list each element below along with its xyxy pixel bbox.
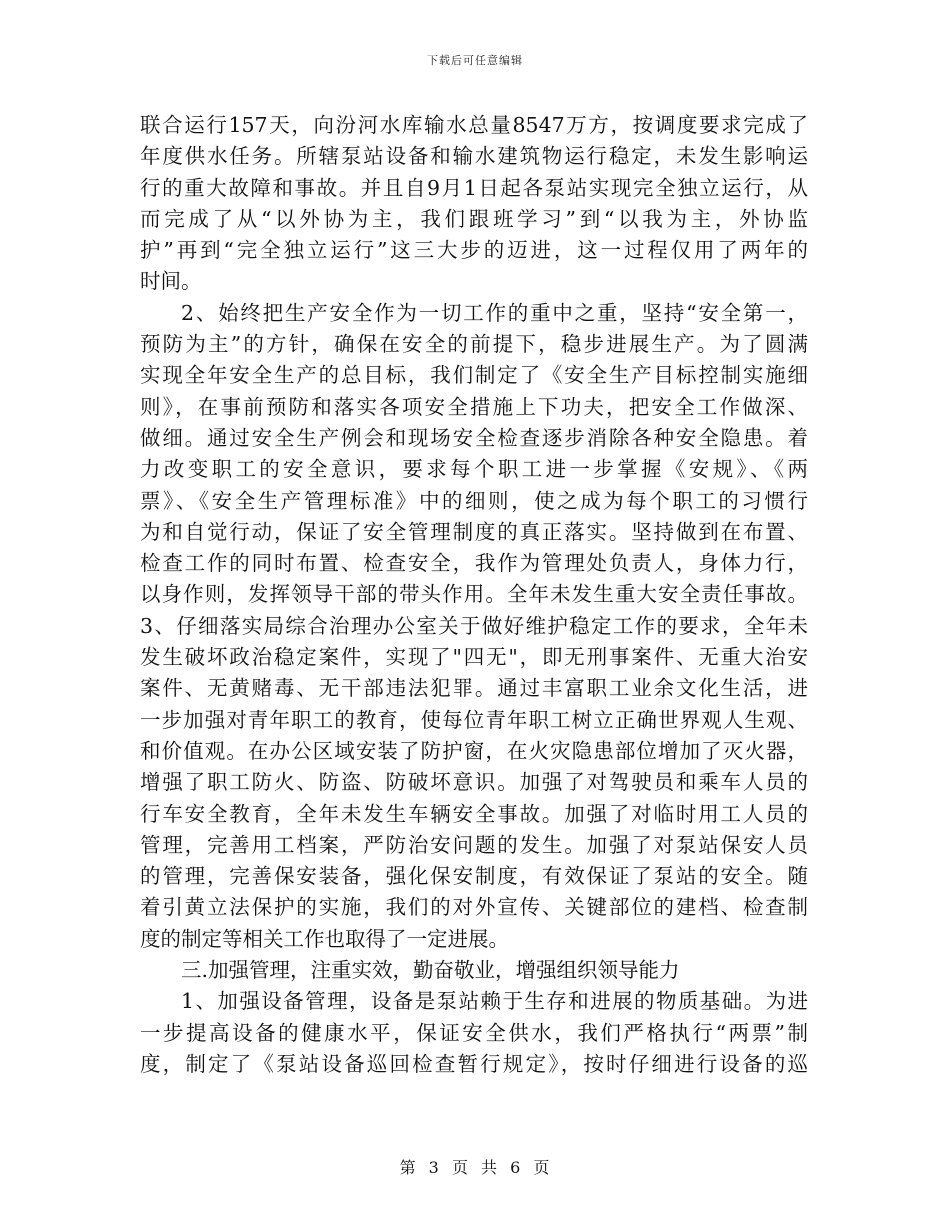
text-line: 而完成了从“以外协为主，我们跟班学习”到“以我为主，外协监 [140,206,808,231]
document-body [140,110,808,1080]
text-line: 为和自觉行动，保证了安全管理制度的真正落实。坚持做到在布置、 [140,519,808,544]
text-line: 管理，完善用工档案，严防治安问题的发生。加强了对泵站保安人员 [140,832,808,857]
text-line: 增强了职工防火、防盗、防破坏意识。加强了对驾驶员和乘车人员的 [140,770,808,795]
text-line: 一步加强对青年职工的教育，使每位青年职工树立正确世界观人生观、 [140,707,808,732]
text-line: 发生破坏政治稳定案件，实现了"四无"，即无刑事案件、无重大治安 [140,645,808,670]
text-line: 和价值观。在办公区域安装了防护窗，在火灾隐患部位增加了灭火器， [140,738,808,763]
text-line: 3、仔细落实局综合治理办公室关于做好维护稳定工作的要求，全年未 [140,613,808,638]
text-line: 年度供水任务。所辖泵站设备和输水建筑物运行稳定，未发生影响运 [140,144,808,169]
text-line: 力改变职工的安全意识，要求每个职工进一步掌握《安规》、《两 [140,457,808,482]
text-line: 时间。 [140,269,202,294]
text-line: 的管理，完善保安装备，强化保安制度，有效保证了泵站的安全。随 [140,864,808,889]
text-line: 护”再到“完全独立运行”这三大步的迈进，这一过程仅用了两年的 [140,238,808,263]
text-line: 着引黄立法保护的实施，我们的对外宣传、关键部位的建档、检查制 [140,895,808,920]
text-line: 以身作则，发挥领导干部的带头作用。全年未发生重大安全责任事故。 [140,582,808,607]
text-line: 则》，在事前预防和落实各项安全措施上下功夫，把安全工作做深、 [140,394,808,419]
page-header: 下载后可任意编辑 [427,54,523,67]
text-line: 度，制定了《泵站设备巡回检查暂行规定》，按时仔细进行设备的巡 [140,1051,808,1076]
text-line: 预防为主”的方针，确保在安全的前提下，稳步进展生产。为了圆满 [140,332,808,357]
page-footer: 第 3 页 共 6 页 [399,1158,551,1177]
text-line: 案件、无黄赌毒、无干部违法犯罪。通过丰富职工业余文化生活，进 [140,676,808,701]
text-line: 度的制定等相关工作也取得了一定进展。 [140,926,509,951]
text-line: 1、加强设备管理，设备是泵站赖于生存和进展的物质基础。为进 [181,989,808,1014]
text-line: 做细。通过安全生产例会和现场安全检查逐步消除各种安全隐患。着 [140,425,808,450]
text-line: 联合运行157天，向汾河水库输水总量8547万方，按调度要求完成了 [140,113,808,137]
text-line: 2、始终把生产安全作为一切工作的重中之重，坚持“安全第一， [181,300,808,325]
text-line: 检查工作的同时布置、检查安全，我作为管理处负责人，身体力行， [140,551,808,576]
text-line: 实现全年安全生产的总目标，我们制定了《安全生产目标控制实施细 [140,363,808,388]
section-heading: 三.加强管理，注重实效，勤奋敬业，增强组织领导能力 [181,958,680,983]
text-line: 行的重大故障和事故。并且自9月1日起各泵站实现完全独立运行，从 [140,175,808,200]
text-line: 行车安全教育，全年未发生车辆安全事故。加强了对临时用工人员的 [140,801,808,826]
text-line: 一步提高设备的健康水平，保证安全供水，我们严格执行“两票”制 [140,1020,808,1045]
text-line: 票》、《安全生产管理标准》中的细则，使之成为每个职工的习惯行 [140,488,808,513]
